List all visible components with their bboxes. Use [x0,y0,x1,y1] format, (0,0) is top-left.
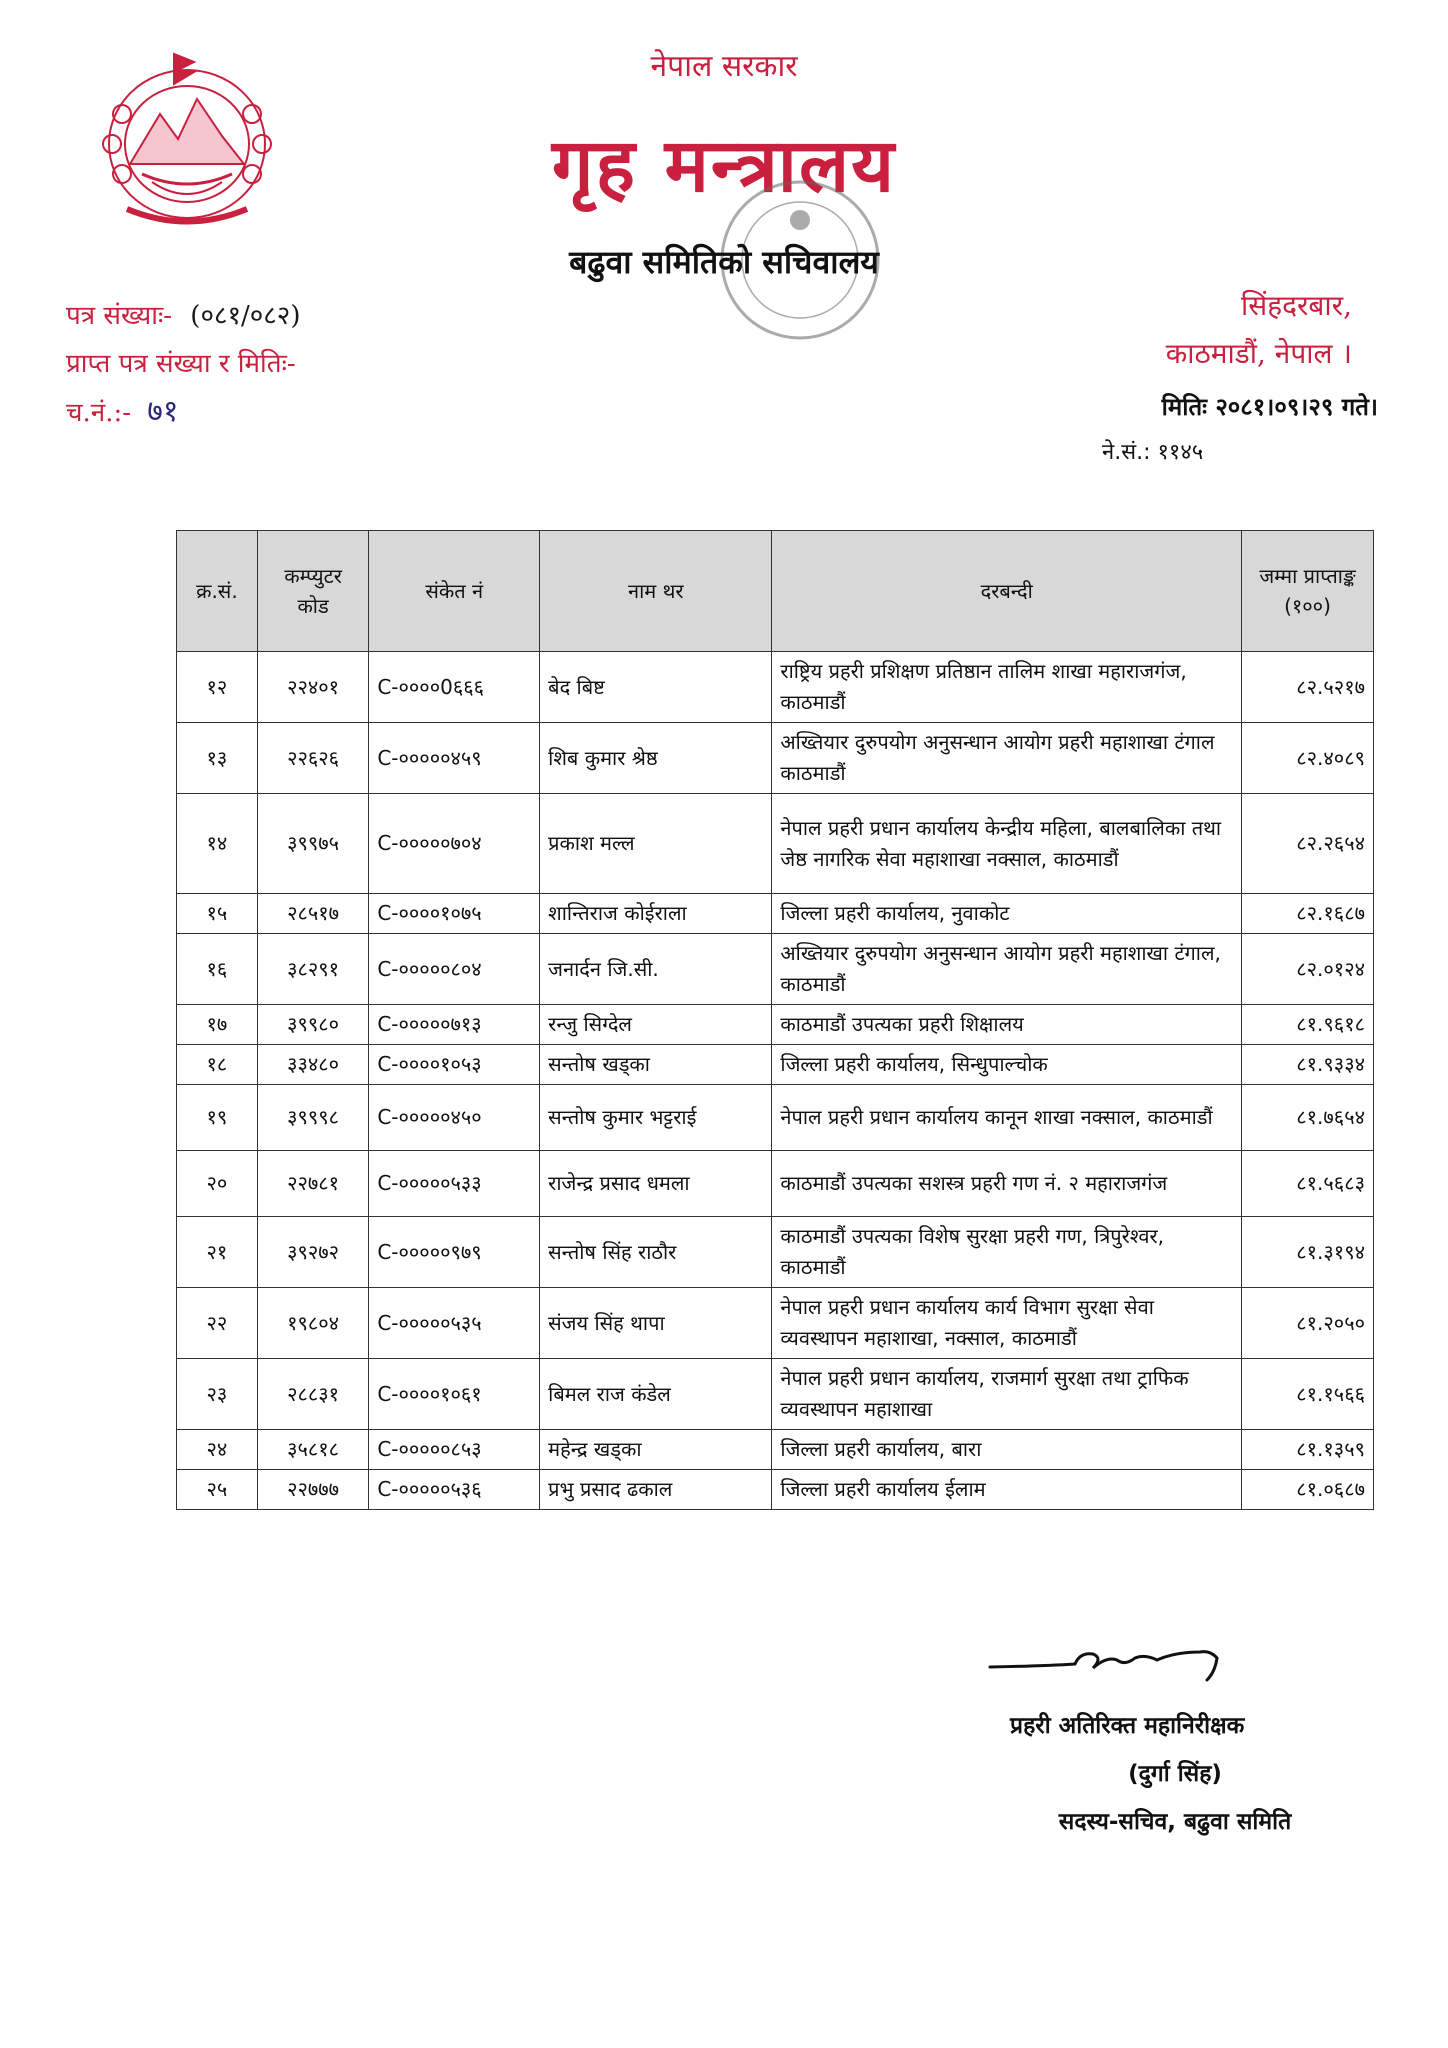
table-row [177,1359,1374,1430]
cell-sn: १८ [177,1045,258,1085]
cell-symbol-no: C-०००००४५९ [369,723,540,794]
cell-computer-code: १९८०४ [257,1288,369,1359]
signatory-block [1010,1702,1340,1846]
cell-sn: २३ [177,1359,258,1430]
cell-sn: १९ [177,1085,258,1151]
cell-computer-code: २२६२६ [257,723,369,794]
cell-computer-code: २८५१७ [257,894,369,934]
cell-post: राष्ट्रिय प्रहरी प्रशिक्षण प्रतिष्ठान तालिम शाखा महाराजगंज, काठमाडौं [772,652,1242,723]
cell-symbol-no: C-०००००४५० [369,1085,540,1151]
cell-computer-code: ३९२७२ [257,1217,369,1288]
cell-total-score: ८१.२०५० [1241,1288,1373,1359]
table-row [177,723,1374,794]
cell-computer-code: ३५८१८ [257,1430,369,1470]
cell-symbol-no: C-०००००८०४ [369,934,540,1005]
cell-symbol-no: C-००००0६६६ [369,652,540,723]
cell-name: सन्तोष खड्का [540,1045,772,1085]
cell-symbol-no: C-०००००८५३ [369,1430,540,1470]
cell-post: काठमाडौं उपत्यका प्रहरी शिक्षालय [772,1005,1242,1045]
letter-number-label: पत्र संख्याः- [66,301,173,331]
cell-symbol-no: C-००००१०७५ [369,894,540,934]
cell-post: काठमाडौं उपत्यका सशस्त्र प्रहरी गण नं. २ महाराजगंज [772,1151,1242,1217]
cell-name: रन्जु सिग्देल [540,1005,772,1045]
cell-symbol-no: C-००००१०६१ [369,1359,540,1430]
table-row [177,934,1374,1005]
cell-total-score: ८१.०६८७ [1241,1470,1373,1510]
cell-computer-code: २२७८१ [257,1151,369,1217]
cell-post: काठमाडौं उपत्यका विशेष सुरक्षा प्रहरी गण, त्रिपुरेश्वर, काठमाडौं [772,1217,1242,1288]
header-sn: क्र.सं. [177,531,258,652]
cell-total-score: ८१.९३३४ [1241,1045,1373,1085]
cell-name: शान्तिराज कोईराला [540,894,772,934]
cell-post: नेपाल प्रहरी प्रधान कार्यालय केन्द्रीय महिला, बालबालिका तथा जेष्ठ नागरिक सेवा महाशाखा नक्साल, काठमाडौं [772,794,1242,894]
table-row [177,1005,1374,1045]
cell-computer-code: २८८३१ [257,1359,369,1430]
cell-name: संजय सिंह थापा [540,1288,772,1359]
office-name: बढुवा समितिको सचिवालय [569,243,879,281]
cell-total-score: ८२.२६५४ [1241,794,1373,894]
cell-total-score: ८२.४०८९ [1241,723,1373,794]
promotion-result-table [176,530,1374,1510]
signatory-role: सदस्य-सचिव, बढुवा समिति [1058,1809,1292,1835]
cell-total-score: ८१.७६५४ [1241,1085,1373,1151]
cell-sn: २२ [177,1288,258,1359]
table-row [177,1217,1374,1288]
header-total-score: जम्मा प्राप्ताङ्क (१००) [1241,531,1373,652]
cell-name: सन्तोष सिंह राठौर [540,1217,772,1288]
cell-post: अख्तियार दुरुपयोग अनुसन्धान आयोग प्रहरी महाशाखा टंगाल, काठमाडौं [772,934,1242,1005]
nepal-samvat-date: ने.सं.: ११४५ [1102,440,1204,465]
table-row [177,1085,1374,1151]
ministry-name: गृह मन्त्रालय [551,123,897,209]
cell-post: नेपाल प्रहरी प्रधान कार्यालय कार्य विभाग सुरक्षा सेवा व्यवस्थापन महाशाखा, नक्साल, काठमाडौं [772,1288,1242,1359]
letter-number [66,292,300,340]
reference-block [66,292,300,437]
header-symbol-no: संकेत नं [369,531,540,652]
cell-total-score: ८२.०१२४ [1241,934,1373,1005]
address-block [1166,282,1352,378]
cell-total-score: ८२.१६८७ [1241,894,1373,934]
header-computer-code: कम्प्युटर कोड [257,531,369,652]
cell-sn: १७ [177,1005,258,1045]
cell-post: नेपाल प्रहरी प्रधान कार्यालय कानून शाखा नक्साल, काठमाडौं [772,1085,1242,1151]
cell-symbol-no: C-०००००७०४ [369,794,540,894]
table-row [177,1151,1374,1217]
table-row [177,652,1374,723]
address-line-1: सिंहदरबार, [1241,289,1352,322]
cell-computer-code: २२४०१ [257,652,369,723]
cell-symbol-no: C-०००००५३६ [369,1470,540,1510]
signatory-title: प्रहरी अतिरिक्त महानिरीक्षक [1010,1713,1245,1739]
cell-name: राजेन्द्र प्रसाद धमला [540,1151,772,1217]
cell-post: अख्तियार दुरुपयोग अनुसन्धान आयोग प्रहरी महाशाखा टंगाल काठमाडौं [772,723,1242,794]
cell-sn: २१ [177,1217,258,1288]
header-name: नाम थर [540,531,772,652]
cell-sn: १३ [177,723,258,794]
cell-sn: १५ [177,894,258,934]
table-row [177,1430,1374,1470]
cell-computer-code: ३९९८० [257,1005,369,1045]
cell-sn: २० [177,1151,258,1217]
cell-symbol-no: C-००००१०५३ [369,1045,540,1085]
cell-sn: २४ [177,1430,258,1470]
cell-name: शिब कुमार श्रेष्ठ [540,723,772,794]
cell-post: जिल्ला प्रहरी कार्यालय ईलाम [772,1470,1242,1510]
cell-symbol-no: C-०००००५३५ [369,1288,540,1359]
cell-sn: १२ [177,652,258,723]
signatory-name: (दुर्गा सिंह) [1128,1761,1222,1787]
cell-post: नेपाल प्रहरी प्रधान कार्यालय, राजमार्ग सुरक्षा तथा ट्राफिक व्यवस्थापन महाशाखा [772,1359,1242,1430]
document-date: मितिः २०८१।०९।२९ गते। [1161,393,1378,421]
table-row [177,1045,1374,1085]
table-row [177,1288,1374,1359]
cell-total-score: ८१.५६८३ [1241,1151,1373,1217]
cell-post: जिल्ला प्रहरी कार्यालय, सिन्धुपाल्चोक [772,1045,1242,1085]
cell-sn: १६ [177,934,258,1005]
cell-total-score: ८१.१५६६ [1241,1359,1373,1430]
cell-total-score: ८१.३१९४ [1241,1217,1373,1288]
dispatch-number-value: ७१ [147,394,179,429]
cell-name: महेन्द्र खड्का [540,1430,772,1470]
table-header-row [177,531,1374,652]
cell-sn: २५ [177,1470,258,1510]
cell-name: जनार्दन जि.सी. [540,934,772,1005]
address-line-2: काठमाडौं, नेपाल । [1165,337,1352,370]
cell-computer-code: ३९९९८ [257,1085,369,1151]
dispatch-number-label: च.नं.:- [66,398,132,428]
header-post: दरबन्दी [772,531,1242,652]
signature [985,1622,1265,1692]
cell-total-score: ८१.१३५९ [1241,1430,1373,1470]
dispatch-number [66,388,300,437]
cell-computer-code: ३८२९१ [257,934,369,1005]
letter-number-value: (०८१/०८२) [190,301,301,331]
cell-name: बिमल राज कंडेल [540,1359,772,1430]
cell-sn: १४ [177,794,258,894]
cell-computer-code: २२७७७ [257,1470,369,1510]
cell-computer-code: ३३४८० [257,1045,369,1085]
government-name: नेपाल सरकार [650,49,798,84]
cell-symbol-no: C-०००००५३३ [369,1151,540,1217]
cell-symbol-no: C-०००००७१३ [369,1005,540,1045]
table-row [177,1470,1374,1510]
cell-name: सन्तोष कुमार भट्टराई [540,1085,772,1151]
cell-name: प्रकाश मल्ल [540,794,772,894]
cell-total-score: ८२.५२१७ [1241,652,1373,723]
cell-computer-code: ३९९७५ [257,794,369,894]
cell-name: प्रभु प्रसाद ढकाल [540,1470,772,1510]
received-letter: प्राप्त पत्र संख्या र मितिः- [66,349,296,379]
table-body [177,652,1374,1510]
cell-post: जिल्ला प्रहरी कार्यालय, बारा [772,1430,1242,1470]
cell-symbol-no: C-०००००९७९ [369,1217,540,1288]
cell-post: जिल्ला प्रहरी कार्यालय, नुवाकोट [772,894,1242,934]
table-row [177,894,1374,934]
cell-name: बेद बिष्ट [540,652,772,723]
table-row [177,794,1374,894]
cell-total-score: ८१.९६१८ [1241,1005,1373,1045]
